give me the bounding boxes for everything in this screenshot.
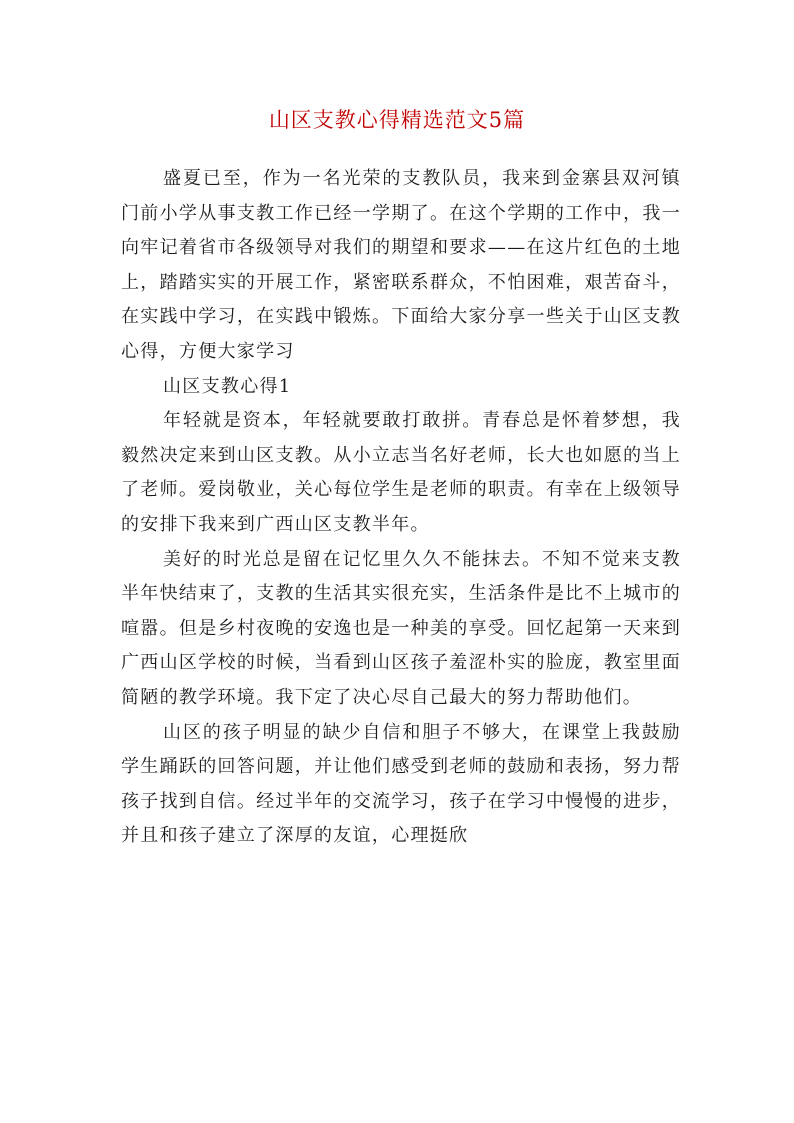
section-heading: 山区支教心得1 (163, 375, 292, 397)
paragraph: 美好的时光总是留在记忆里久久不能抹去。不知不觉来支教半年快结束了，支教的生活其实很充实，生活条件是比不上城市的喧嚣。但是乡村夜晚的安逸也是一种美的享受。回忆起第一天来到广西山区学校的时候，当看到山区孩子羞涩朴实的脸庞，教室里面简陋的教学环境。我下定了决心尽自己最大的努力帮助他们。 (121, 548, 681, 708)
document-title: 山区支教心得精选范文5篇 (268, 108, 526, 132)
paragraph: 山区的孩子明显的缺少自信和胆子不够大，在课堂上我鼓励学生踊跃的回答问题，并让他们感受到老师的鼓励和表扬，努力帮孩子找到自信。经过半年的交流学习，孩子在学习中慢慢的进步，并且和孩子建立了深厚的友谊，心理挺欣 (121, 721, 681, 847)
paragraph: 年轻就是资本，年轻就要敢打敢拼。青春总是怀着梦想，我毅然决定来到山区支教。从小立志当名好老师，长大也如愿的当上了老师。爱岗敬业，关心每位学生是老师的职责。有幸在上级领导的安排下我来到广西山区支教半年。 (121, 410, 681, 535)
document-body (121, 162, 681, 854)
paragraph-intro: 盛夏已至，作为一名光荣的支教队员，我来到金寨县双河镇门前小学从事支教工作已经一学期了。在这个学期的工作中，我一向牢记着省市各级领导对我们的期望和要求——在这片红色的土地上，踏踏实实的开展工作，紧密联系群众，不怕困难，艰苦奋斗，在实践中学习，在实践中锻炼。下面给大家分享一些关于山区支教心得，方便大家学习 (121, 168, 681, 362)
